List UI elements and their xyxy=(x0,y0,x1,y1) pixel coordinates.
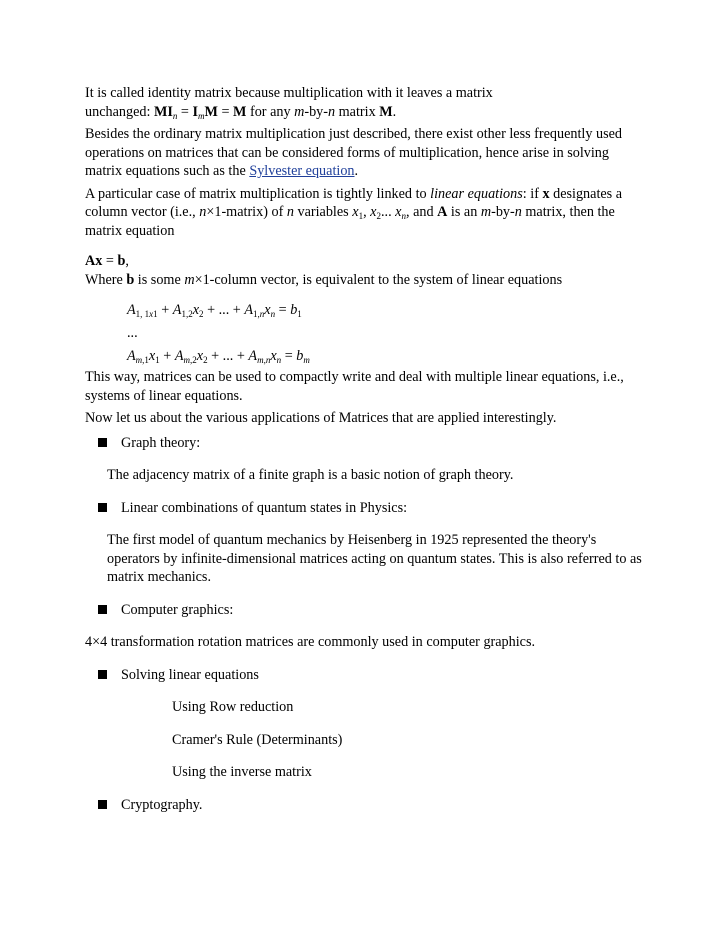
text: Where xyxy=(85,271,127,288)
computer-graphics-text: 4×4 transformation rotation matrices are commonly used in computer graphics. xyxy=(85,634,536,650)
text: is some xyxy=(134,271,185,288)
text: . xyxy=(354,163,359,179)
subscript: m,n xyxy=(257,355,271,365)
bullet-cryptography xyxy=(85,796,645,815)
text: Ax xyxy=(85,253,103,269)
linear-equations-paragraph xyxy=(85,185,645,241)
bullet-label: Linear combinations of quantum states in Physics: xyxy=(121,499,408,516)
text: A xyxy=(244,302,254,318)
text: b xyxy=(290,302,298,318)
text: x xyxy=(370,204,377,220)
text: + ... + xyxy=(203,302,245,318)
text: + xyxy=(159,348,175,364)
text: m xyxy=(480,204,492,220)
text: A xyxy=(248,348,258,364)
graph-theory-text: The adjacency matrix of a finite graph is a basic notion of graph theory. xyxy=(107,467,514,483)
text: m xyxy=(294,103,305,120)
text: n xyxy=(286,204,294,220)
square-bullet-icon xyxy=(98,605,107,614)
identity-paragraph xyxy=(85,84,645,121)
compact-paragraph: This way, matrices can be used to compactly write and deal with multiple linear equations, i.e., systems of linear equations. xyxy=(85,369,624,404)
text: : if xyxy=(522,185,543,202)
subscript: 2 xyxy=(376,211,381,221)
document-page xyxy=(85,84,645,814)
bullet-label: Graph theory: xyxy=(121,434,201,451)
text: matrix, then the matrix equation xyxy=(85,204,615,239)
subscript: ,2 xyxy=(190,355,197,365)
subscript: m xyxy=(183,355,191,365)
subscript: 1 xyxy=(358,211,364,221)
equation-row xyxy=(127,299,645,322)
text: x xyxy=(196,348,204,364)
subscript: 1,2 xyxy=(181,309,193,319)
text: -by- xyxy=(304,103,328,120)
text: = xyxy=(177,103,193,120)
text: x xyxy=(192,302,200,318)
subscript: x xyxy=(149,309,154,319)
text: I xyxy=(192,103,199,120)
text: , xyxy=(125,253,129,269)
method-cramers-rule: Cramer's Rule (Determinants) xyxy=(172,731,343,748)
text: x xyxy=(270,348,277,364)
square-bullet-icon xyxy=(98,800,107,809)
subscript: 1 xyxy=(155,355,160,365)
subscript: 1 xyxy=(153,309,158,319)
text: unchanged: xyxy=(85,103,154,120)
text: variables xyxy=(293,204,353,220)
square-bullet-icon xyxy=(98,503,107,512)
subscript: n xyxy=(276,355,282,365)
text: M xyxy=(233,103,247,120)
text: b xyxy=(296,348,304,364)
bullet-label: Computer graphics: xyxy=(121,601,234,618)
subscript: ,1 xyxy=(142,355,149,365)
text: is an xyxy=(447,204,481,220)
method-row-reduction: Using Row reduction xyxy=(172,699,294,715)
subscript: m xyxy=(135,355,143,365)
text: A xyxy=(127,348,136,364)
subscript: n xyxy=(259,309,265,319)
bullet-graph-theory xyxy=(85,434,645,453)
square-bullet-icon xyxy=(98,670,107,679)
method-inverse-matrix: Using the inverse matrix xyxy=(172,764,312,780)
sylvester-equation-link[interactable]: Sylvester equation xyxy=(249,163,355,179)
text: x xyxy=(148,348,156,364)
text: ... xyxy=(380,204,396,220)
text: = xyxy=(281,348,297,364)
operations-paragraph xyxy=(85,125,645,181)
applications-intro: Now let us about the various applications of Matrices that are applied interestingly. xyxy=(85,410,557,426)
subscript: n xyxy=(270,309,276,319)
text: b xyxy=(117,253,126,269)
where-paragraph xyxy=(85,271,645,290)
bullet-solving-linear-equations xyxy=(85,666,645,685)
equation-row xyxy=(127,345,645,368)
bullet-quantum-states xyxy=(85,499,645,518)
subscript: n xyxy=(401,211,406,221)
text: M xyxy=(379,103,393,120)
text: n xyxy=(514,204,522,220)
text: x xyxy=(395,204,402,220)
text: = xyxy=(102,253,118,269)
text: b xyxy=(126,271,135,288)
text: n xyxy=(328,103,336,120)
equation-system xyxy=(85,299,645,368)
text: MI xyxy=(153,103,173,120)
text: + ... + xyxy=(207,348,249,364)
text: M xyxy=(204,103,218,120)
text: ×1-matrix) of xyxy=(206,204,287,220)
text: Besides the ordinary matrix multiplication just described, there exist other less frequently used operations on matrices that can be considered forms of multiplication, hence arise in solving matrix equations such as the xyxy=(85,126,623,179)
subscript: 1 xyxy=(297,309,302,319)
text: x xyxy=(264,302,271,318)
bullet-label: Solving linear equations xyxy=(121,666,259,683)
text: -by- xyxy=(491,204,515,220)
subscript: m xyxy=(303,355,310,365)
equation-ellipsis: ... xyxy=(127,325,138,341)
matrix-equation xyxy=(85,252,645,271)
text: ×1-column vector, is equivalent to the system of linear equations xyxy=(194,271,563,288)
text: designates a column vector (i.e., xyxy=(85,185,623,220)
text: . xyxy=(392,103,397,120)
text: m xyxy=(184,271,195,288)
subscript: 1, 1 xyxy=(135,309,150,319)
text: It is called identity matrix because multiplication with it leaves a matrix xyxy=(85,85,493,101)
subscript: 2 xyxy=(199,309,204,319)
text: for any xyxy=(246,103,295,120)
subscript: m xyxy=(198,110,205,121)
bullet-computer-graphics xyxy=(85,601,645,620)
text: linear equations xyxy=(430,185,523,202)
square-bullet-icon xyxy=(98,438,107,447)
text: n xyxy=(199,204,207,220)
text: A xyxy=(127,302,136,318)
text: A particular case of matrix multiplication is tightly linked to xyxy=(85,185,431,202)
text: matrix xyxy=(335,103,380,120)
text: x xyxy=(542,185,550,202)
subscript: n xyxy=(172,110,178,121)
text: x xyxy=(352,204,359,220)
text: A xyxy=(174,348,184,364)
bullet-label: Cryptography. xyxy=(121,796,203,813)
text: + xyxy=(157,302,173,318)
text: = xyxy=(217,103,234,120)
subscript: 1, xyxy=(253,309,260,319)
subscript: 2 xyxy=(203,355,208,365)
text: , xyxy=(363,204,371,220)
text: , and xyxy=(405,204,438,220)
text: A xyxy=(172,302,182,318)
text: = xyxy=(275,302,291,318)
quantum-mechanics-text: The first model of quantum mechanics by Heisenberg in 1925 represented the theory's operators by infinite-dimensional matrices acting on quantum states. This is also referred to as matrix mechanics. xyxy=(107,532,642,585)
text: A xyxy=(437,204,448,220)
